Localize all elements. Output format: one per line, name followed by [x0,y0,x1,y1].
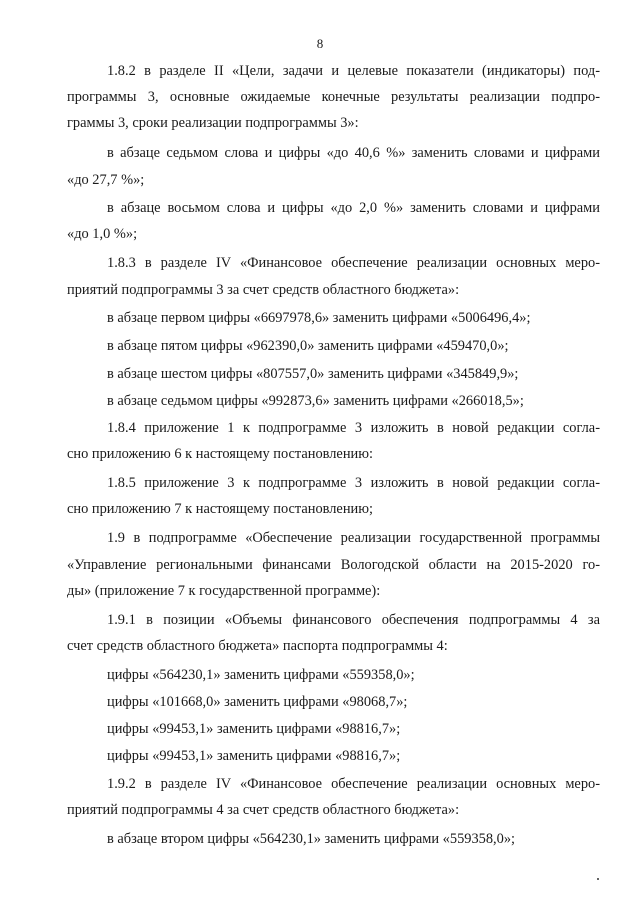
text-line: цифры «99453,1» заменить цифрами «98816,7»; [107,721,401,737]
text-line: в абзаце седьмом цифры «992873,6» заменить цифрами «266018,5»; [107,393,524,409]
text-line: приятий подпрограммы 4 за счет средств областного бюджета»: [67,802,460,818]
text-line: в абзаце шестом цифры «807557,0» заменить цифрами «345849,9»; [107,366,519,382]
text-line: программы 3, основные ожидаемые конечные результаты реализации подпро- [67,89,600,105]
text-line: в абзаце втором цифры «564230,1» заменить цифрами «559358,0»; [107,831,516,847]
text-line: цифры «99453,1» заменить цифрами «98816,7»; [107,748,401,764]
text-line: 1.9 в подпрограмме «Обеспечение реализации государственной программы [107,530,600,546]
text-line: цифры «564230,1» заменить цифрами «559358,0»; [107,667,415,683]
text-line: 1.8.4 приложение 1 к подпрограмме 3 изложить в новой редакции согла- [107,420,600,436]
text-line: в абзаце пятом цифры «962390,0» заменить цифрами «459470,0»; [107,338,509,354]
text-line: сно приложению 7 к настоящему постановлению; [67,501,373,517]
text-line: в абзаце восьмом слова и цифры «до 2,0 %» заменить словами и цифрами [107,200,600,216]
text-line: 1.9.1 в позиции «Объемы финансового обеспечения подпрограммы 4 за [107,612,600,628]
page-number: 8 [316,36,324,51]
text-line: «до 1,0 %»; [67,226,138,242]
text-line: граммы 3, сроки реализации подпрограммы 3»: [67,115,359,131]
scan-speck [597,878,599,880]
text-line: 1.8.3 в разделе IV «Финансовое обеспечение реализации основных меро- [107,255,600,271]
text-line: цифры «101668,0» заменить цифрами «98068,7»; [107,694,408,710]
text-line: «Управление региональными финансами Вологодской области на 2015-2020 го- [67,557,600,573]
text-line: 1.9.2 в разделе IV «Финансовое обеспечение реализации основных меро- [107,776,600,792]
text-line: 1.8.5 приложение 3 к подпрограмме 3 изложить в новой редакции согла- [107,475,600,491]
text-line: «до 27,7 %»; [67,172,145,188]
text-line: 1.8.2 в разделе II «Цели, задачи и целевые показатели (индикаторы) под- [107,63,600,79]
text-line: в абзаце седьмом слова и цифры «до 40,6 %» заменить словами и цифрами [107,145,600,161]
text-line: в абзаце первом цифры «6697978,6» заменить цифрами «5006496,4»; [107,310,531,326]
text-line: счет средств областного бюджета» паспорта подпрограммы 4: [67,638,448,654]
text-line: приятий подпрограммы 3 за счет средств областного бюджета»: [67,282,460,298]
text-line: сно приложению 6 к настоящему постановлению: [67,446,373,462]
text-line: ды» (приложение 7 к государственной программе): [67,583,381,599]
